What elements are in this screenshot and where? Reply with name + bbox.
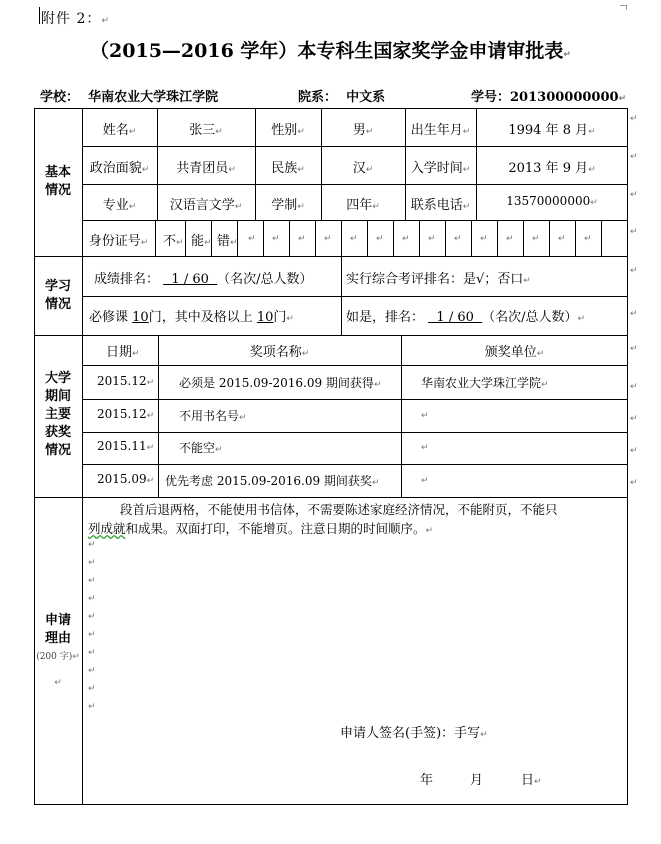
reason-empty-line-6: ↵ <box>88 630 96 640</box>
award-row-1-date: 2015.12↵ <box>97 374 155 388</box>
margin-mark-10: ↵ <box>630 446 638 456</box>
attachment-label: 附件 2：↵ <box>41 11 110 27</box>
reason-line-1: 段首后退两格，不能使用书信体，不需要陈述家庭经济情况，不能附页，不能只 <box>120 502 558 517</box>
phone-value: 13570000000↵ <box>506 194 598 208</box>
sign-date-year: 年 <box>420 773 434 788</box>
idcard-char-2: 能↵ <box>191 234 212 249</box>
political-label: 政治面貌↵ <box>89 161 150 176</box>
idcard-empty-cell-10: ↵ <box>480 234 488 244</box>
enroll-value: 2013 年 9 月↵ <box>508 161 596 176</box>
major-value: 汉语言文学↵ <box>169 198 243 213</box>
margin-mark-6: ↵ <box>630 309 638 319</box>
idcard-label: 身份证号↵ <box>88 234 149 249</box>
award-row-3-name: 不能空↵ <box>179 441 223 455</box>
idcard-empty-cell-12: ↵ <box>532 234 540 244</box>
reason-empty-line-2: ↵ <box>88 558 96 568</box>
award-row-2-org: ↵ <box>421 411 429 421</box>
signature-field: 申请人签名(手签)：手写↵ <box>340 726 488 741</box>
name-label: 姓名↵ <box>102 123 137 138</box>
margin-mark-9: ↵ <box>630 414 638 424</box>
student-id-field: 学号：201300000000↵ <box>471 90 627 105</box>
birth-value: 1994 年 8 月↵ <box>508 123 596 138</box>
idcard-empty-cell-11: ↵ <box>506 234 514 244</box>
idcard-empty-cell-13: ↵ <box>558 234 566 244</box>
idcard-empty-cell-14: ↵ <box>584 234 592 244</box>
idcard-char-1: 不↵ <box>163 234 184 249</box>
margin-mark-3: ↵ <box>630 190 638 200</box>
sign-date-day: 日↵ <box>521 773 542 788</box>
section-awards: 大学 期间 主要 获奖 情况 <box>44 371 71 458</box>
section-basic-info: 基本 情况 <box>44 165 71 198</box>
margin-mark-11: ↵ <box>630 478 638 488</box>
idcard-empty-cell-1: ↵ <box>248 234 256 244</box>
awards-col-org: 颁奖单位↵ <box>484 345 545 360</box>
rank-field: 成绩排名： 1 / 60 （名次/总人数） <box>94 272 313 287</box>
award-row-2-date: 2015.12↵ <box>97 407 155 421</box>
dept-field: 院系： 中文系 <box>298 90 386 105</box>
reason-empty-line-9: ↵ <box>88 684 96 694</box>
sign-date-month: 月 <box>470 773 484 788</box>
idcard-empty-cell-8: ↵ <box>428 234 436 244</box>
reason-empty-line-5: ↵ <box>88 612 96 622</box>
reason-empty-line-3: ↵ <box>88 576 96 586</box>
idcard-empty-cell-7: ↵ <box>402 234 410 244</box>
margin-mark-7: ↵ <box>630 344 638 354</box>
award-row-4-date: 2015.09↵ <box>97 472 155 486</box>
reason-line-2: 列成就和成果。双面打印，不能增页。注意日期的时间顺序。↵ <box>88 521 434 536</box>
page-title: （2015—2016 学年）本专科生国家奖学金申请审批表↵ <box>90 40 571 62</box>
text-cursor <box>39 7 40 24</box>
margin-mark-8: ↵ <box>630 382 638 392</box>
required-course-field: 必修课 10门，其中及格以上 10门↵ <box>89 310 294 325</box>
award-row-1-org: 华南农业大学珠江学院↵ <box>421 376 549 390</box>
ethnic-label: 民族↵ <box>271 161 305 176</box>
award-row-1-name: 必须是 2015.09-2016.09 期间获得↵ <box>179 376 382 390</box>
margin-mark-2: ↵ <box>630 152 638 162</box>
ethnic-value: 汉↵ <box>352 161 374 176</box>
name-value: 张三↵ <box>189 123 223 138</box>
section-reason: 申请 理由 (200 字)↵ ↵ <box>36 613 80 688</box>
reason-empty-line-4: ↵ <box>88 594 96 604</box>
awards-col-name: 奖项名称↵ <box>249 345 310 360</box>
enroll-label: 入学时间↵ <box>410 161 471 176</box>
margin-mark-1: ↵ <box>630 114 638 124</box>
birth-label: 出生年月↵ <box>410 123 471 138</box>
award-row-3-date: 2015.11↵ <box>97 439 155 453</box>
length-label: 学制↵ <box>271 198 305 213</box>
margin-mark-5: ↵ <box>630 266 638 276</box>
school-field: 学校： 华南农业大学珠江学院 <box>40 90 219 105</box>
idcard-char-3: 错↵ <box>217 234 238 249</box>
application-table <box>34 108 628 805</box>
idcard-empty-cell-4: ↵ <box>324 234 332 244</box>
gender-value: 男↵ <box>352 123 374 138</box>
if-yes-rank-field: 如是，排名： 1 / 60 （名次/总人数）↵ <box>346 310 586 325</box>
reason-empty-line-1: ↵ <box>88 540 96 550</box>
gender-label: 性别↵ <box>271 123 305 138</box>
section-study: 学习 情况 <box>44 279 71 312</box>
margin-mark-4: ↵ <box>630 227 638 237</box>
page-corner-mark <box>620 5 627 10</box>
awards-col-date: 日期↵ <box>106 345 140 360</box>
eval-field: 实行综合考评排名：是√；否口↵ <box>346 272 531 287</box>
reason-empty-line-8: ↵ <box>88 666 96 676</box>
length-value: 四年↵ <box>346 198 380 213</box>
idcard-empty-cell-2: ↵ <box>272 234 280 244</box>
idcard-empty-cell-9: ↵ <box>454 234 462 244</box>
major-label: 专业↵ <box>102 198 137 213</box>
idcard-empty-cell-6: ↵ <box>376 234 384 244</box>
reason-empty-line-10: ↵ <box>88 702 96 712</box>
award-row-4-org: ↵ <box>421 476 429 486</box>
idcard-empty-cell-3: ↵ <box>298 234 306 244</box>
phone-label: 联系电话↵ <box>410 198 471 213</box>
political-value: 共青团员↵ <box>176 161 236 176</box>
reason-empty-line-7: ↵ <box>88 648 96 658</box>
award-row-4-name: 优先考虑 2015.09-2016.09 期间获奖↵ <box>165 474 380 488</box>
idcard-empty-cell-5: ↵ <box>350 234 358 244</box>
award-row-2-name: 不用书名号↵ <box>179 409 247 423</box>
award-row-3-org: ↵ <box>421 443 429 453</box>
